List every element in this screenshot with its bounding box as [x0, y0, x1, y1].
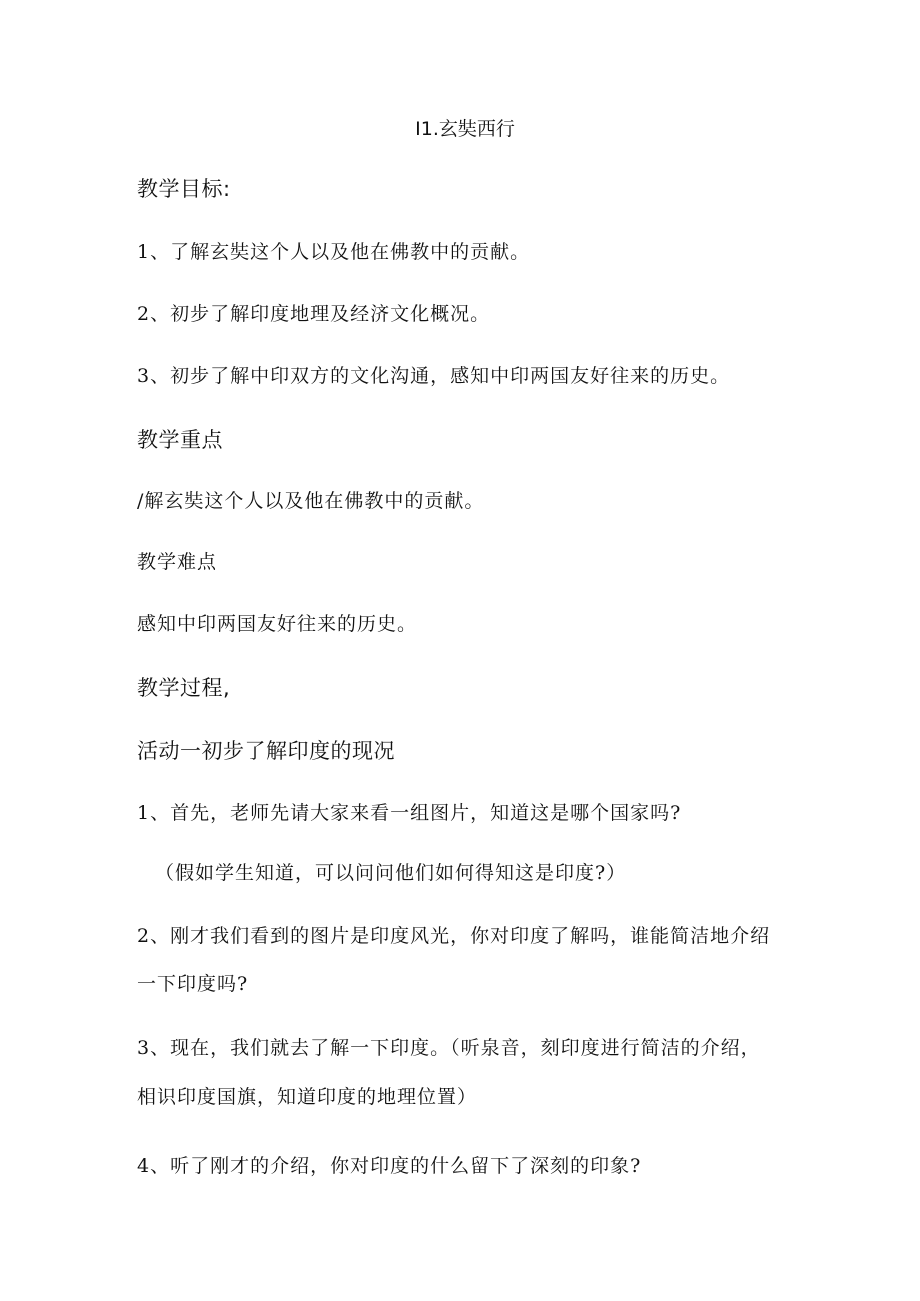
process-step-3-cont: 相识印度国旗，知道印度的地理位置） — [137, 1086, 478, 1108]
objective-item-2: 2、初步了解印度地理及经济文化概况。 — [137, 303, 491, 325]
key-points-text: /解玄奘这个人以及他在佛教中的贡献。 — [137, 490, 485, 512]
process-step-4: 4、听了刚才的介绍，你对印度的什么留下了深刻的印象? — [137, 1155, 642, 1177]
activity-heading: 活动一初步了解印度的现况 — [137, 739, 395, 763]
process-step-3: 3、现在，我们就去了解一下印度。（听泉音，刻印度进行简洁的介绍， — [137, 1037, 761, 1059]
process-heading: 教学过程, — [137, 676, 231, 700]
difficulty-heading: 教学难点 — [137, 551, 218, 573]
process-step-2-cont: 一下印度吗? — [137, 973, 249, 995]
document-title: I1.玄奘西行 — [415, 118, 515, 140]
process-step-2: 2、刚才我们看到的图片是印度风光，你对印度了解吗，谁能简洁地介绍 — [137, 925, 771, 947]
objective-item-3: 3、初步了解中印双方的文化沟通，感知中印两国友好往来的历史。 — [137, 365, 731, 387]
objectives-heading: 教学目标: — [137, 177, 231, 201]
key-points-heading: 教学重点 — [137, 428, 223, 452]
process-step-1-note: （假如学生知道，可以问问他们如何得知这是印度?） — [155, 862, 627, 884]
process-step-1: 1、首先，老师先请大家来看一组图片，知道这是哪个国家吗? — [137, 802, 682, 824]
difficulty-text: 感知中印两国友好往来的历史。 — [137, 613, 418, 635]
objective-item-1: 1、了解玄奘这个人以及他在佛教中的贡献。 — [137, 241, 531, 263]
